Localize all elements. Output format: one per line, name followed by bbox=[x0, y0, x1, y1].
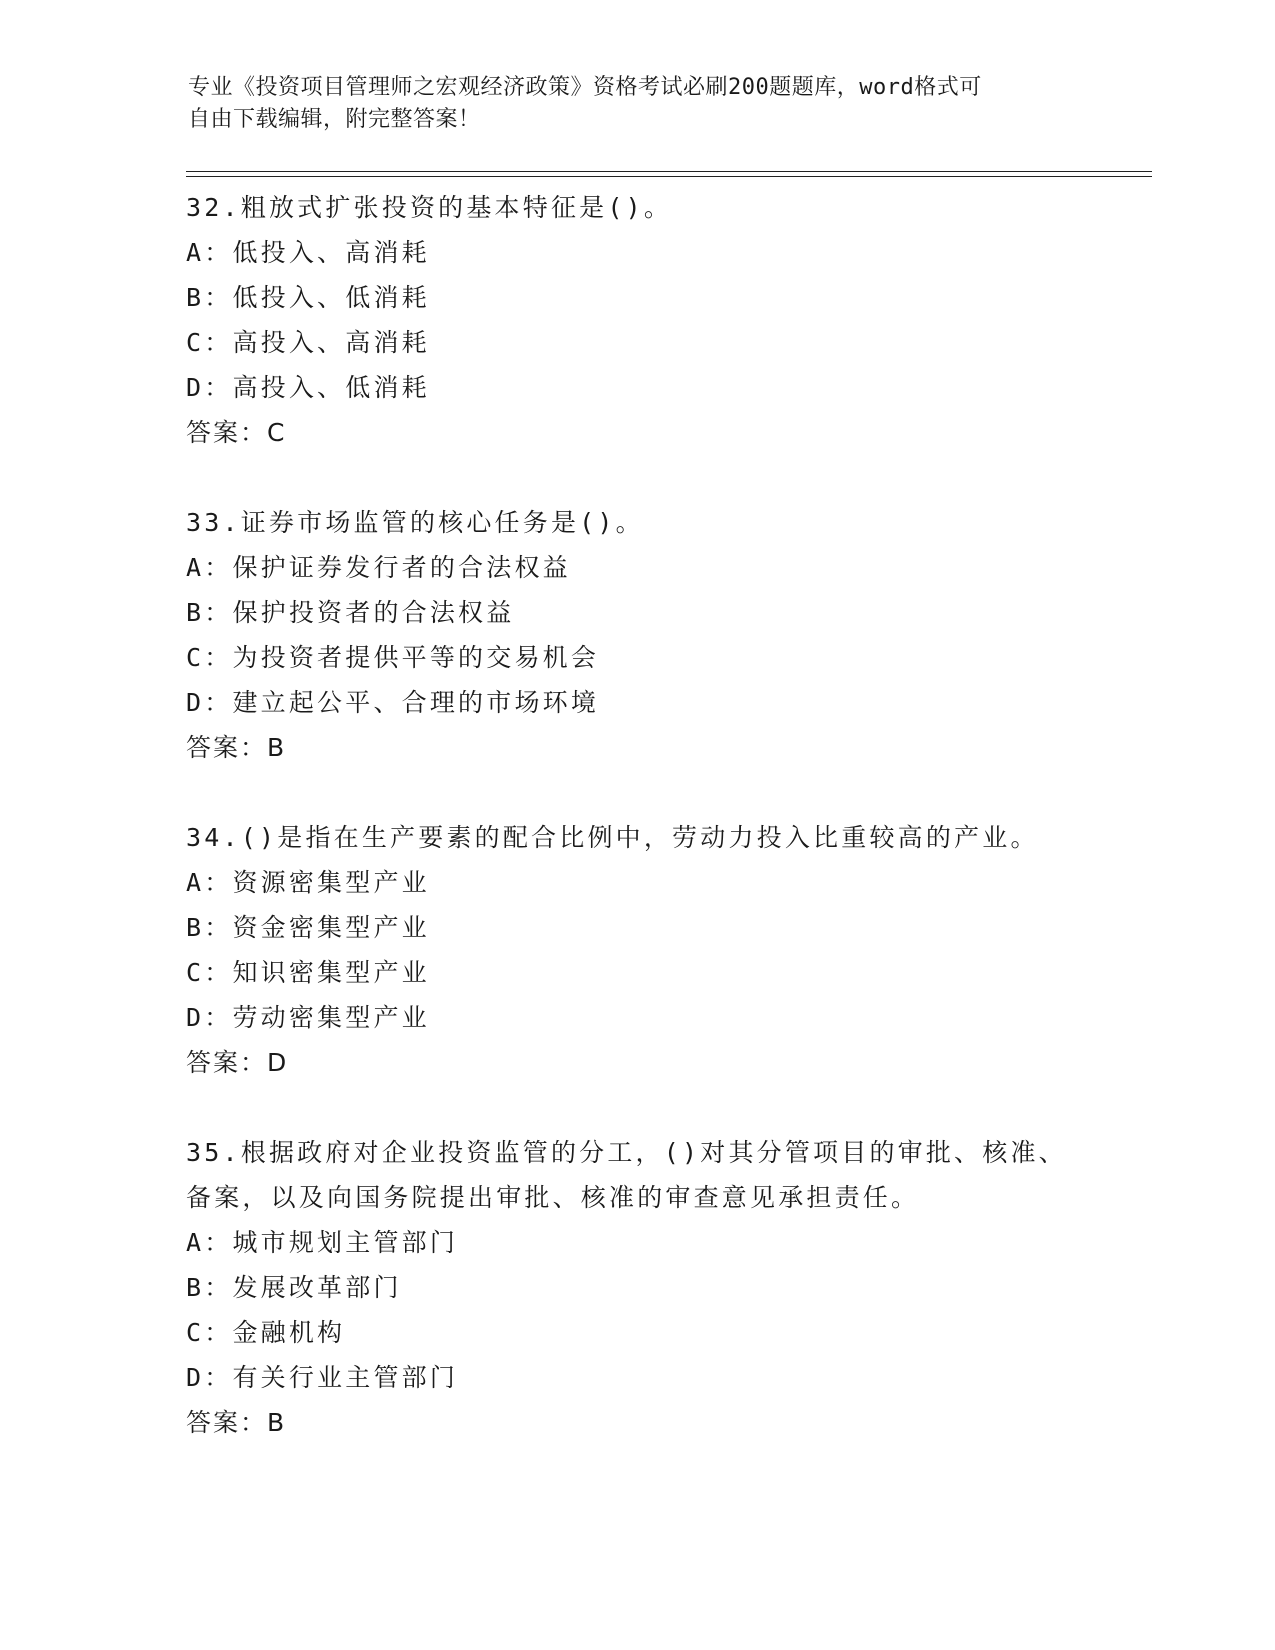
question-33-option-b: B：保护投资者的合法权益 bbox=[186, 598, 515, 627]
question-32-option-b: B：低投入、低消耗 bbox=[186, 283, 430, 312]
question-33-stem: 33.证券市场监管的核心任务是()。 bbox=[186, 508, 644, 537]
question-33-option-d: D：建立起公平、合理的市场环境 bbox=[186, 688, 600, 717]
question-32-answer: 答案：C bbox=[186, 418, 287, 447]
question-33-answer: 答案：B bbox=[186, 733, 287, 762]
header-text-line-1: 专业《投资项目管理师之宏观经济政策》资格考试必刷200题题库，word格式可 bbox=[188, 75, 982, 100]
question-34-option-b: B：资金密集型产业 bbox=[186, 913, 430, 942]
question-35-option-a: A：城市规划主管部门 bbox=[186, 1228, 459, 1257]
header-text-line-2: 自由下载编辑，附完整答案！ bbox=[188, 107, 481, 132]
question-32-option-d: D：高投入、低消耗 bbox=[186, 373, 430, 402]
question-32-option-c: C：高投入、高消耗 bbox=[186, 328, 430, 357]
question-32-option-a: A：低投入、高消耗 bbox=[186, 238, 430, 267]
question-35-stem-line-1: 35.根据政府对企业投资监管的分工，()对其分管项目的审批、核准、 bbox=[186, 1138, 1067, 1167]
question-35-stem-line-2: 备案，以及向国务院提出审批、核准的审查意见承担责任。 bbox=[186, 1183, 920, 1212]
question-34-answer: 答案：D bbox=[186, 1048, 289, 1077]
question-33-option-a: A：保护证券发行者的合法权益 bbox=[186, 553, 571, 582]
question-34-option-d: D：劳动密集型产业 bbox=[186, 1003, 430, 1032]
question-35-answer: 答案：B bbox=[186, 1408, 287, 1437]
question-35-option-d: D：有关行业主管部门 bbox=[186, 1363, 459, 1392]
question-34-option-a: A：资源密集型产业 bbox=[186, 868, 430, 897]
question-32-stem: 32.粗放式扩张投资的基本特征是()。 bbox=[186, 193, 673, 222]
question-34-stem: 34.()是指在生产要素的配合比例中，劳动力投入比重较高的产业。 bbox=[186, 823, 1039, 852]
header-rule-bottom bbox=[186, 176, 1152, 177]
question-35-option-b: B：发展改革部门 bbox=[186, 1273, 402, 1302]
question-34-option-c: C：知识密集型产业 bbox=[186, 958, 430, 987]
question-35-option-c: C：金融机构 bbox=[186, 1318, 346, 1347]
header-rule-top bbox=[186, 171, 1152, 172]
question-33-option-c: C：为投资者提供平等的交易机会 bbox=[186, 643, 600, 672]
